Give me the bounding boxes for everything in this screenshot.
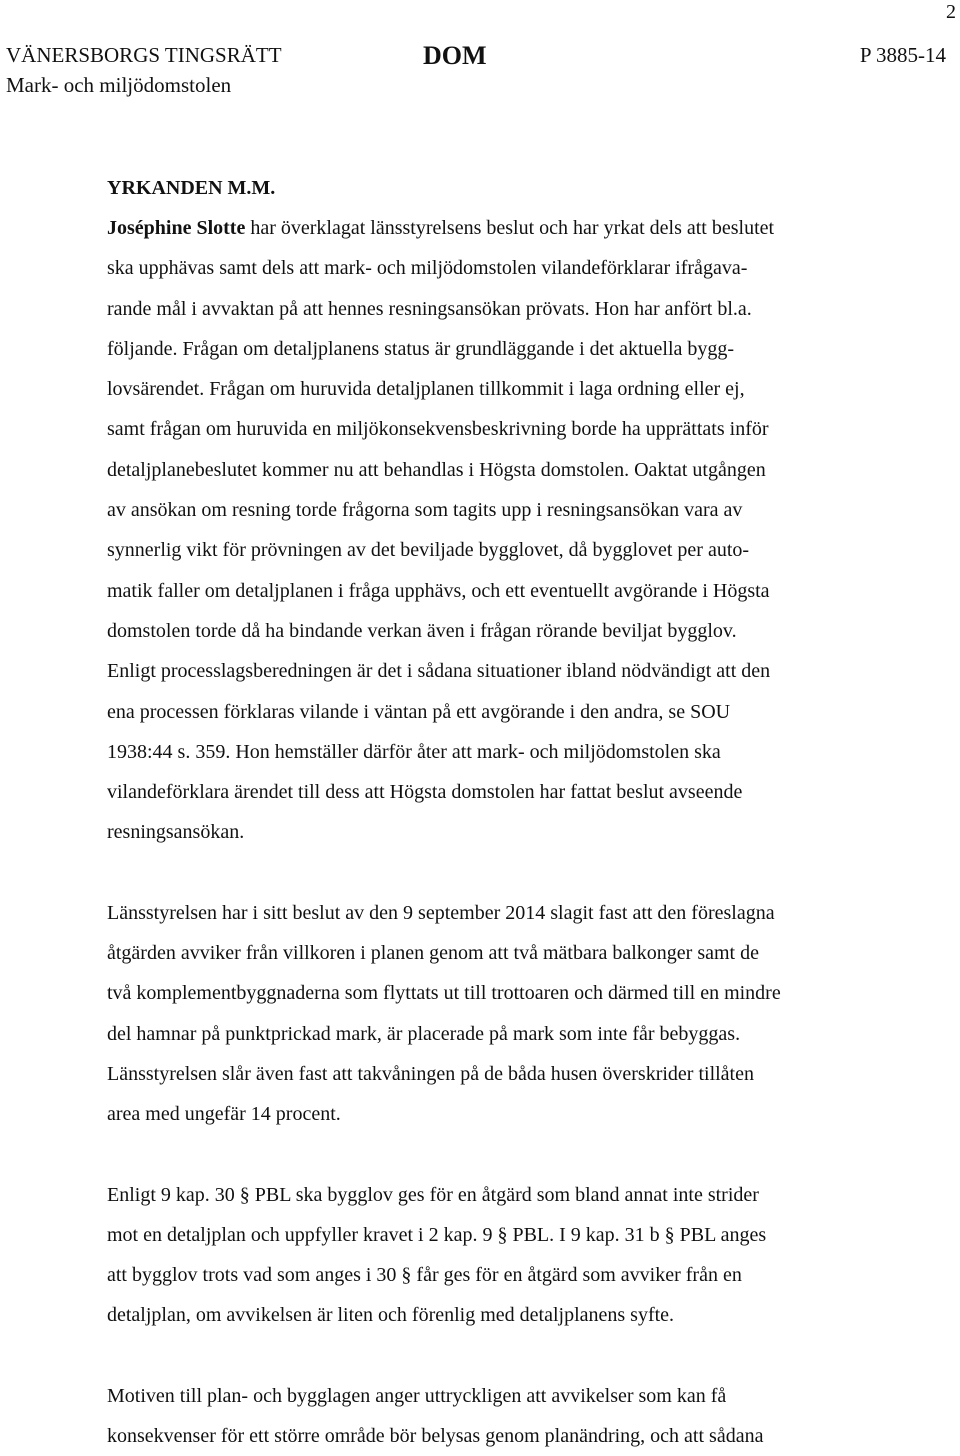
document-type: DOM (423, 41, 487, 70)
text-line (107, 329, 867, 369)
line-text: att bygglov trots vad som anges i 30 § får ges för en åtgärd som avviker från en (107, 1264, 742, 1287)
line-text: ska upphävas samt dels att mark- och miljödomstolen vilandeförklarar ifrågava- (107, 257, 748, 280)
text-line (107, 1215, 867, 1255)
line-text: detaljplanebeslutet kommer nu att behandlas i Högsta domstolen. Oaktat utgången (107, 458, 766, 481)
paragraph-gap (107, 1135, 867, 1175)
text-line (107, 772, 867, 812)
text-line (107, 692, 867, 732)
text-line (107, 530, 867, 570)
paragraph (107, 1376, 867, 1456)
text-line (107, 248, 867, 288)
paragraph-gap (107, 1336, 867, 1376)
line-text: ena processen förklaras vilande i väntan på ett avgörande i den andra, se SOU (107, 700, 731, 723)
line-text: Enligt processlagsberedningen är det i sådana situationer ibland nödvändigt att den (107, 660, 771, 683)
line-text: följande. Frågan om detaljplanens status är grundläggande i det aktuella bygg- (107, 337, 735, 360)
text-line (107, 289, 867, 329)
text-line (107, 1376, 867, 1416)
line-text: matik faller om detaljplanen i fråga upphävs, och ett eventuellt avgörande i Högsta (107, 579, 770, 602)
court-info (6, 40, 282, 100)
line-text: Länsstyrelsen slår även fast att takvåningen på de båda husen överskrider tillåten (107, 1062, 754, 1085)
text-line (107, 1014, 867, 1054)
text-line (107, 490, 867, 530)
line-text: resningsansökan. (107, 821, 245, 844)
party-name: Joséphine Slotte (107, 217, 246, 239)
paragraphs (107, 208, 867, 1456)
text-line (107, 1255, 867, 1295)
text-line (107, 1094, 867, 1134)
line-text: vilandeförklara ärendet till dess att Högsta domstolen har fattat beslut avseende (107, 781, 743, 804)
text-line (107, 812, 867, 852)
text-line (107, 1175, 867, 1215)
line-text: två komplementbyggnaderna som flyttats ut till trottoaren och därmed till en mindre (107, 982, 781, 1005)
line-text: konsekvenser för ett större område bör belysas genom planändring, och att sådana (107, 1425, 764, 1448)
text-line (107, 208, 867, 248)
text-line (107, 732, 867, 772)
line-text: lovsärendet. Frågan om huruvida detaljplanen tillkommit i laga ordning eller ej, (107, 378, 745, 401)
text-line (107, 571, 867, 611)
text-line (107, 409, 867, 449)
court-division: Mark- och miljödomstolen (6, 73, 232, 97)
line-text: area med ungefär 14 procent. (107, 1103, 341, 1126)
document-body (107, 168, 867, 1456)
court-name: VÄNERSBORGS TINGSRÄTT (6, 43, 282, 67)
line-text: Länsstyrelsen har i sitt beslut av den 9 september 2014 slagit fast att den föreslagna (107, 901, 775, 924)
text-line (107, 933, 867, 973)
line-text: Enligt 9 kap. 30 § PBL ska bygglov ges för en åtgärd som bland annat inte strider (107, 1183, 759, 1206)
paragraph (107, 1175, 867, 1336)
page-number: 2 (946, 1, 956, 23)
paragraph (107, 208, 867, 853)
text-line (107, 1295, 867, 1335)
line-text: synnerlig vikt för prövningen av det beviljade bygglovet, då bygglovet per auto- (107, 539, 750, 562)
case-number: P 3885-14 (859, 43, 946, 67)
text-line (107, 651, 867, 691)
line-text: har överklagat länsstyrelsens beslut och har yrkat dels att beslutet (245, 217, 775, 239)
text-line (107, 450, 867, 490)
line-text: domstolen torde då ha bindande verkan även i frågan rörande beviljat bygglov. (107, 619, 737, 642)
line-text: rande mål i avvaktan på att hennes resningsansökan prövats. Hon har anfört bl.a. (107, 297, 752, 320)
section-heading: YRKANDEN M.M. (107, 177, 276, 199)
line-text: samt frågan om huruvida en miljökonsekvensbeskrivning borde ha upprättats inför (107, 418, 769, 441)
line-text: Motiven till plan- och bygglagen anger uttryckligen att avvikelser som kan få (107, 1384, 727, 1407)
text-line (107, 611, 867, 651)
text-line (107, 369, 867, 409)
line-text: 1938:44 s. 359. Hon hemställer därför åter att mark- och miljödomstolen ska (107, 740, 721, 763)
text-line (107, 1054, 867, 1094)
line-text: av ansökan om resning torde frågorna som tagits upp i resningsansökan vara av (107, 499, 743, 522)
line-text: del hamnar på punktprickad mark, är placerade på mark som inte får bebyggas. (107, 1022, 741, 1045)
line-text: detaljplan, om avvikelsen är liten och förenlig med detaljplanens syfte. (107, 1304, 675, 1327)
text-line (107, 893, 867, 933)
line-text: åtgärden avviker från villkoren i planen genom att två mätbara balkonger samt de (107, 942, 759, 965)
paragraph-gap (107, 853, 867, 893)
line-text: mot en detaljplan och uppfyller kravet i 2 kap. 9 § PBL. I 9 kap. 31 b § PBL anges (107, 1223, 767, 1246)
text-line (107, 973, 867, 1013)
text-line (107, 1416, 867, 1456)
paragraph (107, 893, 867, 1135)
